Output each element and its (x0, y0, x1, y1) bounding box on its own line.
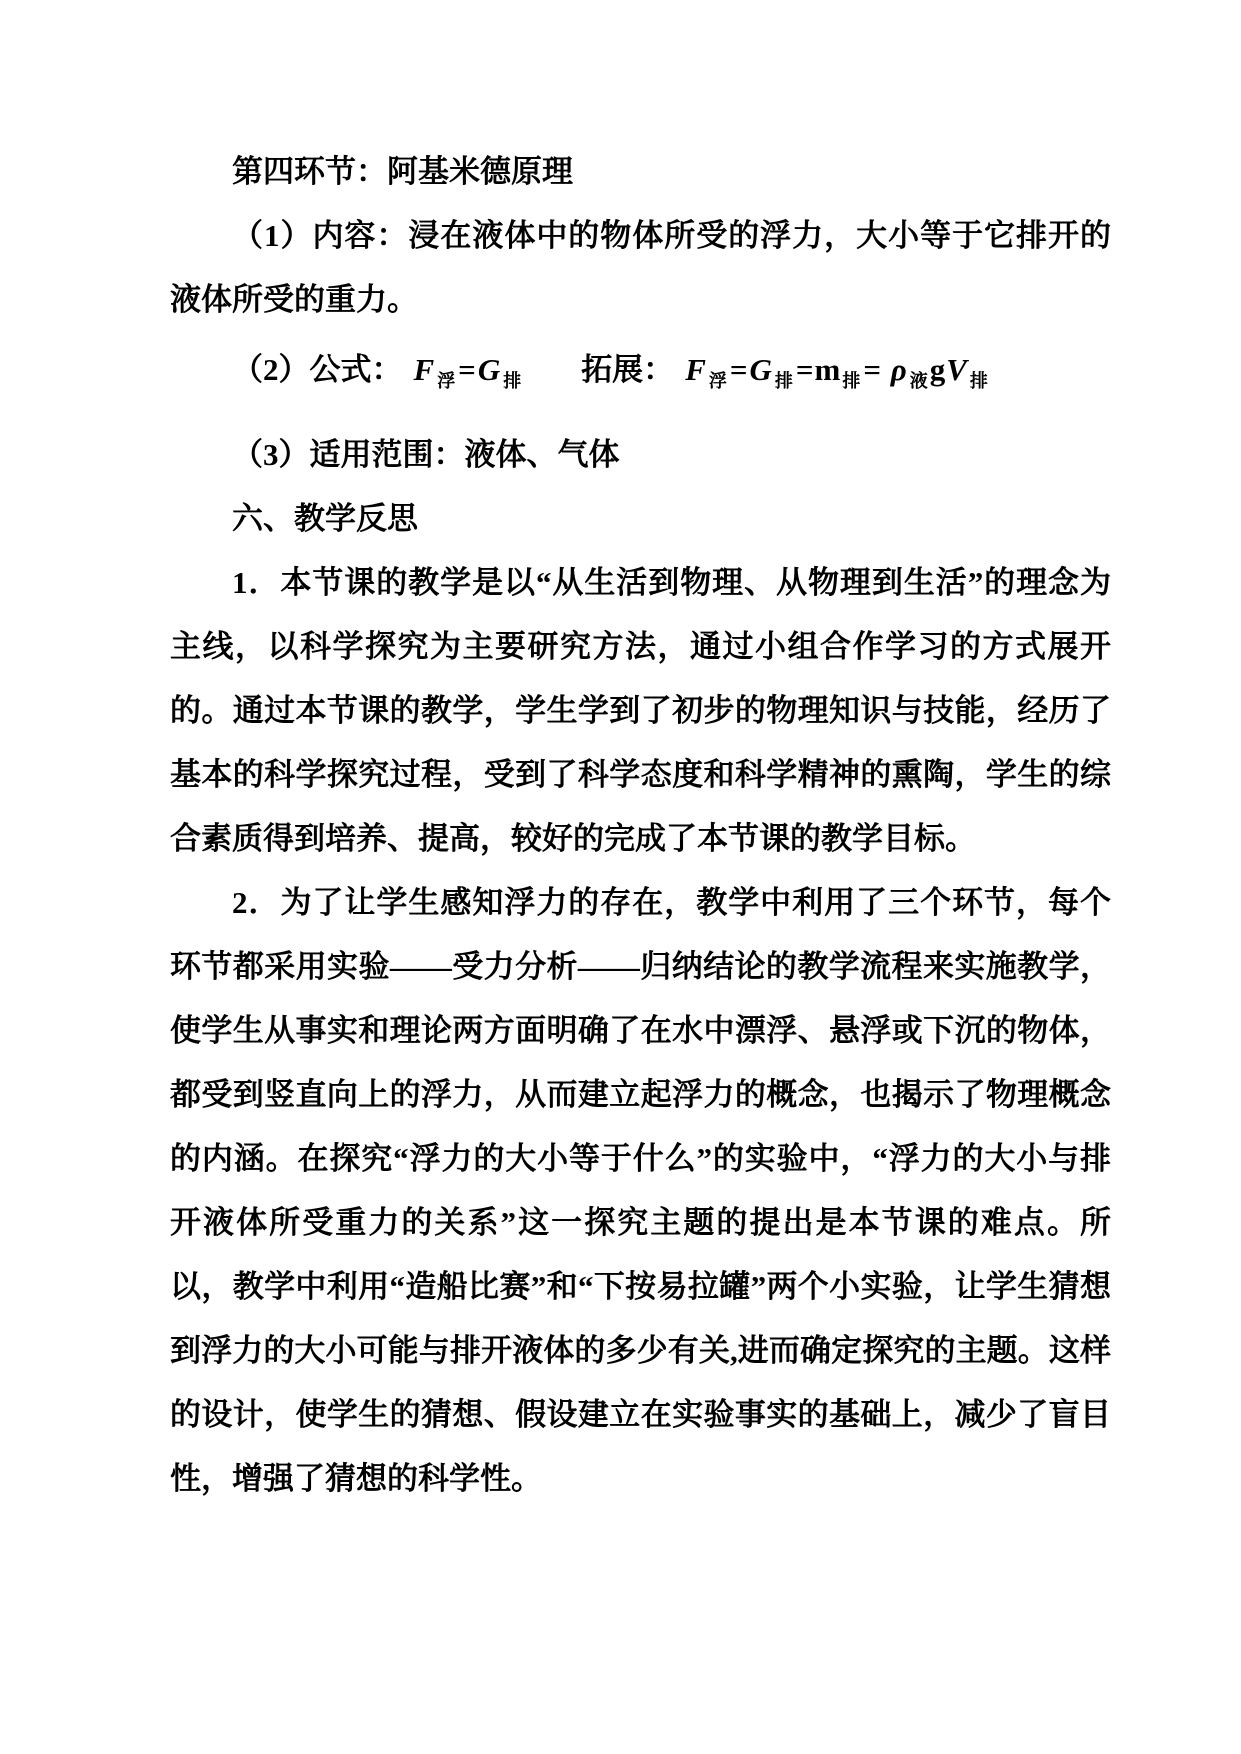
formula-sub-liquid: 液 (909, 370, 928, 391)
formula-sub-buoyant: 浮 (437, 370, 456, 391)
equals-sign: = (795, 352, 814, 387)
paragraph-archimedes-content: （1）内容：浸在液体中的物体所受的浮力，大小等于它排开的液体所受的重力。 (170, 218, 1111, 317)
formula-G-symbol: G (749, 352, 772, 387)
formula-g-symbol: g (929, 352, 946, 387)
formula-sub-displaced: 排 (503, 370, 522, 391)
paragraph-reflection-2: 2．为了让学生感知浮力的存在，教学中利用了三个环节，每个环节都采用实验——受力分析——归纳结论的教学流程来实施教学，使学生从事实和理论两方面明确了在水中漂浮、悬浮或下沉的物体，都受到竖直向上的浮力，从而建立起浮力的概念，也揭示了物理概念的内涵。在探究“浮力的大小等于什么”的实验中，“浮力的大小与排开液体所受重力的关系”这一探究主题的提出是本节课的难点。所以，教学中利用“造船比赛”和“下按易拉罐”两个小实验，让学生猜想到浮力的大小可能与排开液体的多少有关,进而确定探究的主题。这样的设计，使学生的猜想、假设建立在实验事实的基础上，减少了盲目性，增强了猜想的科学性。 (170, 884, 1111, 1496)
paragraph-reflection-1: 1．本节课的教学是以“从生活到物理、从物理到生活”的理念为主线，以科学探究为主要研究方法，通过小组合作学习的方式展开的。通过本节课的教学，学生学到了初步的物理知识与技能，经历了基本的科学探究过程，受到了科学态度和科学精神的熏陶，学生的综合素质得到培养、提高，较好的完成了本节课的教学目标。 (170, 564, 1111, 856)
formula-label: （2）公式： (232, 352, 403, 387)
equals-sign: = (729, 352, 748, 387)
equals-sign: = (863, 352, 882, 387)
formula-G-symbol: G (477, 352, 501, 387)
formula-m-symbol: m (814, 352, 841, 387)
formula-rho-symbol: ρ (890, 352, 907, 387)
formula-F-symbol: F (413, 352, 435, 387)
formula-sub-displaced: 排 (774, 370, 793, 391)
formula-V-symbol: V (946, 352, 967, 387)
formula-F-symbol: F (685, 352, 706, 387)
formula-sub-buoyant: 浮 (708, 370, 727, 391)
paragraph-formula (170, 338, 1111, 413)
paragraph-scope: （3）适用范围：液体、气体 (232, 436, 620, 472)
formula-expand-label: 拓展： (581, 352, 675, 387)
heading-reflection: 六、教学反思 (232, 500, 418, 536)
formula-sub-displaced: 排 (842, 370, 861, 391)
equals-sign: = (458, 352, 476, 387)
formula-sub-displaced: 排 (969, 370, 988, 391)
heading-step4: 第四环节：阿基米德原理 (232, 154, 573, 189)
